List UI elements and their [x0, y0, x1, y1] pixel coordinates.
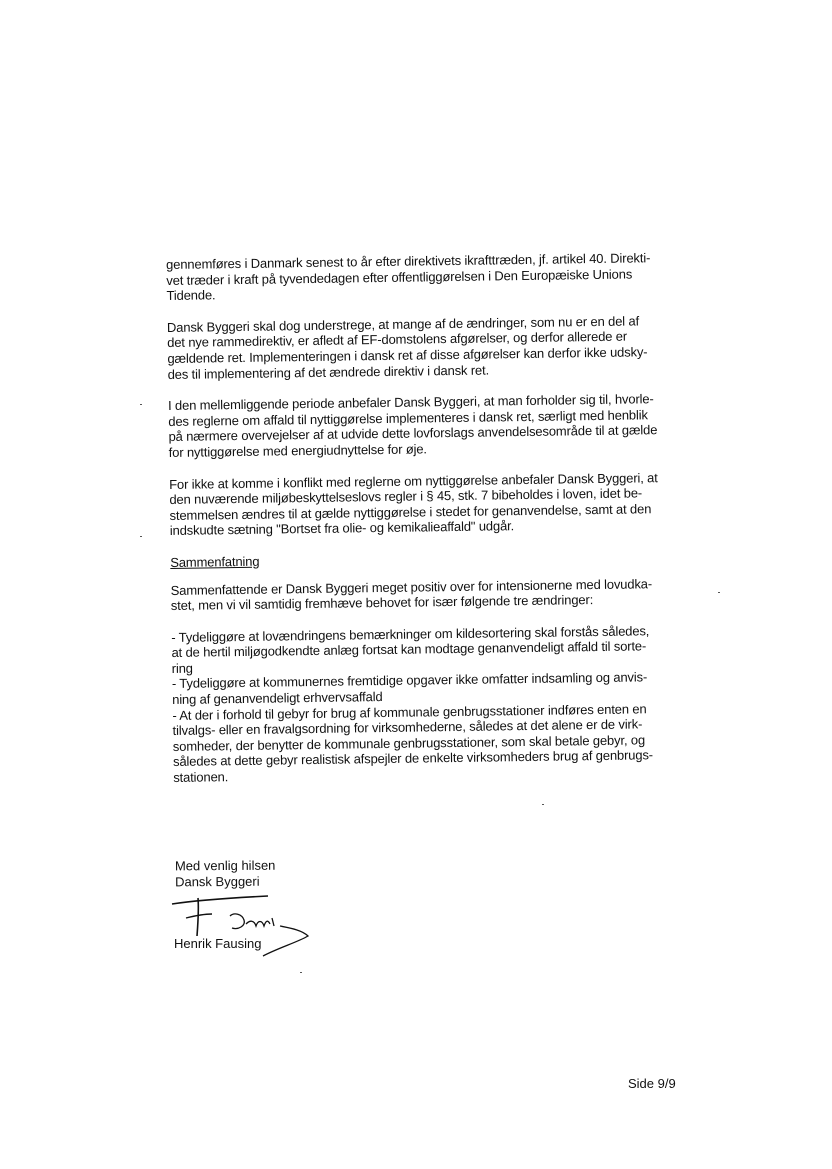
summary-bullets: - Tydeliggøre at lovændringens bemærkninger om kildesortering skal forstås således, at de hertil miljøgodkendte anlæg fortsat kan modtage genanvendeligt affald til sorte- ring - Tydeliggøre at kommunernes fremtidige opgaver ikke omfatter indsamling og anvis- ning af genanvendeligt erhvervsaffald - At der i forhold til gebyr for brug af kommunale genbrugsstationer indføres enten en tilvalgs- eller en fravalgsordning for virksomhederne, således at det alene er de virk- somheder, der benytter de kommunale genbrugsstationer, som skal betale gebyr, og således at dette gebyr realistisk afspejler de enkelte virksomheders brug af genbrugs- stationen. — [171, 622, 654, 785]
signer-name: Henrik Fausing — [174, 936, 262, 951]
handwritten-signature — [168, 890, 318, 970]
summary-intro: Sammenfattende er Dansk Byggeri meget positiv over for intensionerne med lovudka- stet, men vi vil samtidig fremhæve behovet for især følgende tre ændringer: — [170, 575, 653, 614]
closing-block — [175, 858, 276, 891]
paragraph-4: For ikke at komme i konflikt med reglerne om nyttiggørelse anbefaler Dansk Byggeri, at den nuværende miljøbeskyttelseslovs regler i § 45, stk. 7 bibeholdes i loven, idet be- stemmelsen ændres til at gælde nyttiggørelse i stedet for genanvendelse, samt at den indskudte sætning "Bortset fra olie- og kemikalieaffald" udgår. — [169, 469, 658, 539]
scan-speck — [300, 972, 302, 973]
closing-organization: Dansk Byggeri — [175, 873, 260, 890]
page-number: Side 9/9 — [628, 1076, 676, 1091]
scan-speck — [542, 804, 544, 805]
scan-speck — [140, 404, 142, 405]
paragraph-2: Dansk Byggeri skal dog understrege, at mange af de ændringer, som nu er en del af det nye rammedirektiv, er afledt af EF-domstolens afgørelser, og derfor allerede er gældende ret. Implementeringen i dansk ret af disse afgørelser kan derfor ikke udsky- des til implementering af det ændrede direktiv i dansk ret. — [166, 313, 648, 382]
paragraph-3: I den mellemliggende periode anbefaler Dansk Byggeri, at man forholder sig til, hvorle- des reglerne om affald til nyttiggørelse implementeres i dansk ret, særligt med henblik på nærmere overvejelser af at udvide dette lovforslags anvendelsesområde til at gælde for nyttiggørelse med energiudnyttelse for øje. — [167, 391, 658, 460]
letter-body — [166, 250, 673, 786]
section-heading: Sammenfatning — [170, 553, 260, 570]
scan-speck — [718, 592, 720, 593]
scan-speck — [140, 536, 142, 537]
closing-greeting: Med venlig hilsen — [174, 857, 276, 874]
paragraph-1: gennemføres i Danmark senest to år efter direktivets ikrafttræden, jf. artikel 40. Direkti- vet træder i kraft på tyvendedagen efter offentliggørelsen i Den Europæiske Unions Tidende. — [166, 250, 651, 304]
